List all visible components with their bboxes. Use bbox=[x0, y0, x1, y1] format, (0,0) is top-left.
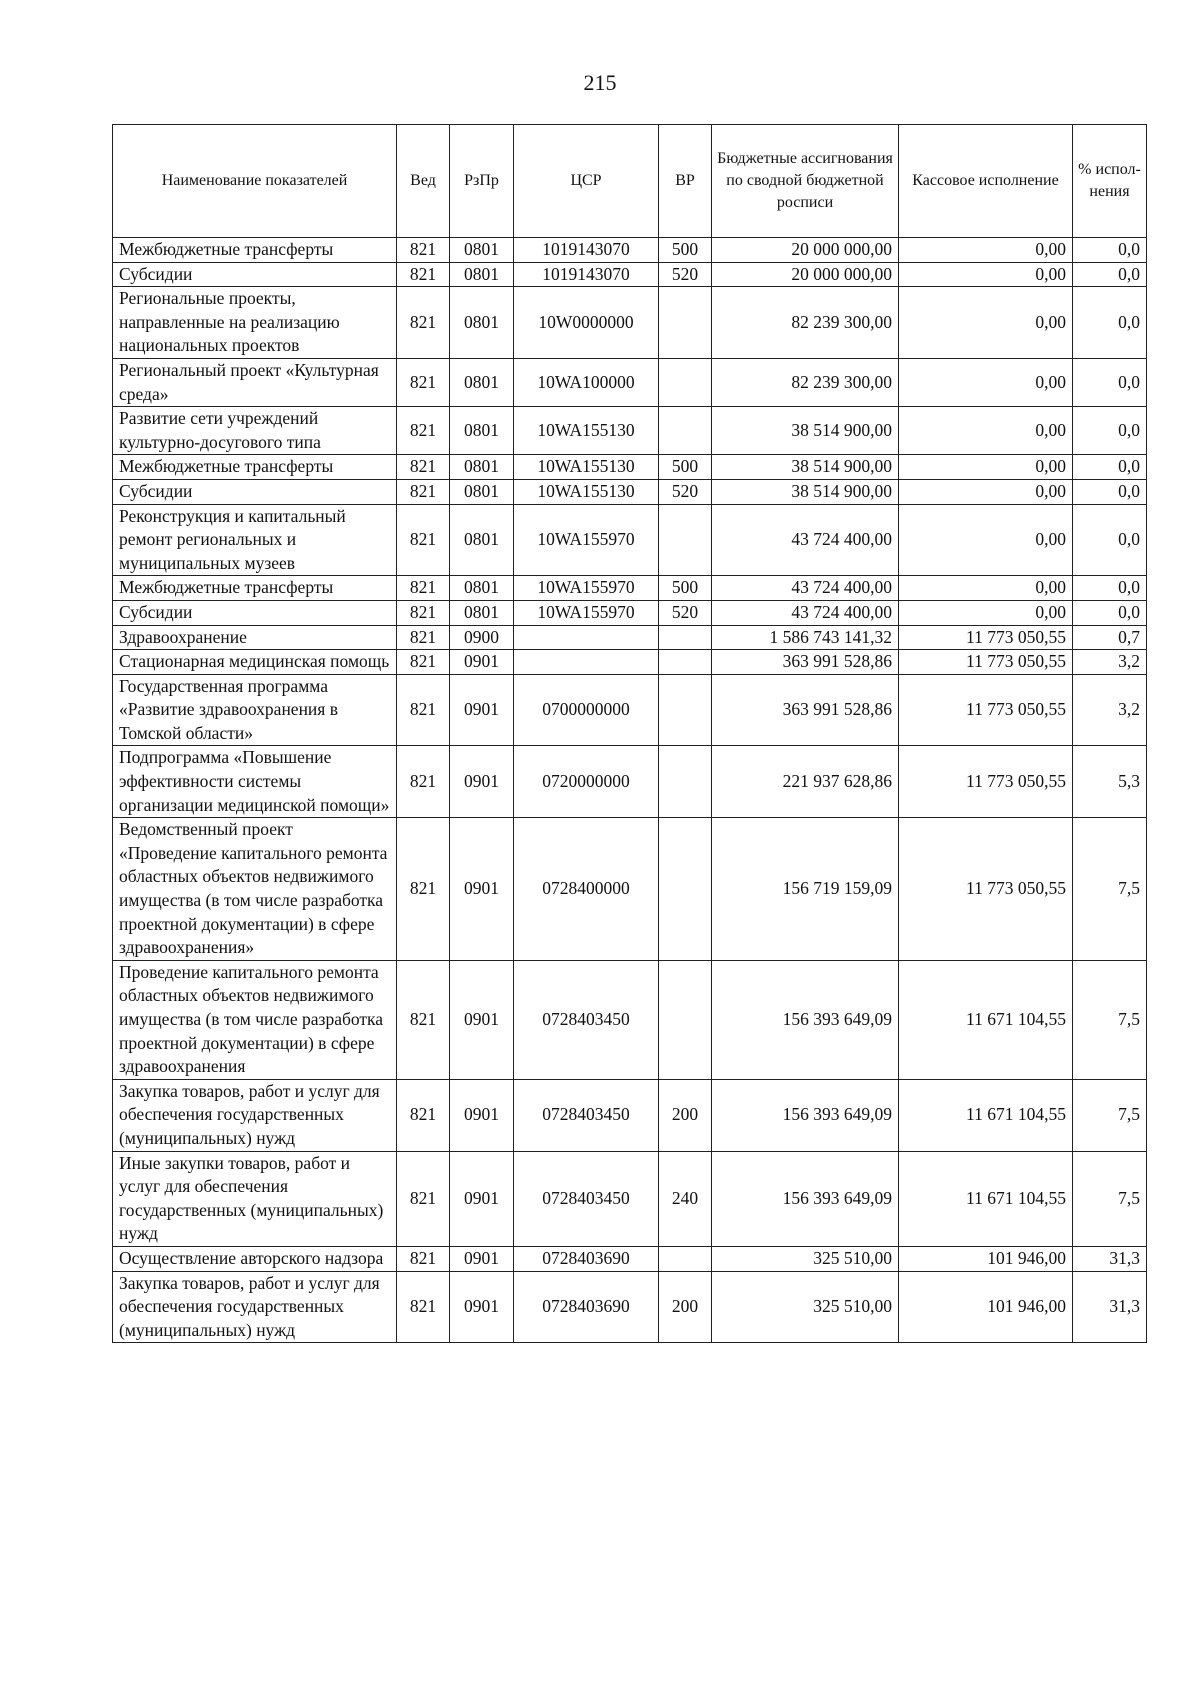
cell-name: Региональные проекты, направленные на реализацию национальных проектов bbox=[113, 287, 397, 359]
cell-csr bbox=[514, 650, 659, 675]
cell-plan: 325 510,00 bbox=[712, 1271, 899, 1343]
cell-ved: 821 bbox=[397, 674, 450, 746]
cell-ved: 821 bbox=[397, 455, 450, 480]
cell-pct: 0,0 bbox=[1073, 407, 1147, 455]
header-pct: % испол-нения bbox=[1073, 125, 1147, 238]
cell-ved: 821 bbox=[397, 746, 450, 818]
table-row bbox=[113, 1271, 1147, 1343]
cell-rzpr: 0901 bbox=[450, 1151, 514, 1246]
cell-plan: 325 510,00 bbox=[712, 1246, 899, 1271]
cell-plan: 221 937 628,86 bbox=[712, 746, 899, 818]
cell-csr: 0728403690 bbox=[514, 1271, 659, 1343]
cell-exec: 0,00 bbox=[899, 479, 1073, 504]
cell-csr: 0728403450 bbox=[514, 960, 659, 1079]
cell-rzpr: 0801 bbox=[450, 576, 514, 601]
page-number: 215 bbox=[583, 70, 617, 95]
cell-pct: 0,7 bbox=[1073, 625, 1147, 650]
cell-name: Закупка товаров, работ и услуг для обеспечения государственных (муниципальных) нужд bbox=[113, 1271, 397, 1343]
cell-csr: 1019143070 bbox=[514, 262, 659, 287]
cell-name: Государственная программа «Развитие здравоохранения в Томской области» bbox=[113, 674, 397, 746]
cell-ved: 821 bbox=[397, 287, 450, 359]
cell-pct: 0,0 bbox=[1073, 358, 1147, 406]
table-row bbox=[113, 600, 1147, 625]
table-row bbox=[113, 960, 1147, 1079]
cell-name: Субсидии bbox=[113, 479, 397, 504]
cell-csr: 10WA100000 bbox=[514, 358, 659, 406]
cell-name: Межбюджетные трансферты bbox=[113, 576, 397, 601]
table-row bbox=[113, 818, 1147, 961]
cell-vr bbox=[659, 674, 712, 746]
cell-vr bbox=[659, 504, 712, 576]
table-row bbox=[113, 576, 1147, 601]
cell-ved: 821 bbox=[397, 650, 450, 675]
cell-exec: 0,00 bbox=[899, 287, 1073, 359]
cell-plan: 38 514 900,00 bbox=[712, 479, 899, 504]
cell-plan: 43 724 400,00 bbox=[712, 504, 899, 576]
cell-ved: 821 bbox=[397, 238, 450, 263]
table-row bbox=[113, 407, 1147, 455]
cell-ved: 821 bbox=[397, 1271, 450, 1343]
cell-plan: 156 393 649,09 bbox=[712, 1151, 899, 1246]
table-row bbox=[113, 504, 1147, 576]
cell-rzpr: 0801 bbox=[450, 287, 514, 359]
cell-exec: 101 946,00 bbox=[899, 1246, 1073, 1271]
cell-vr bbox=[659, 746, 712, 818]
cell-csr: 10WA155130 bbox=[514, 455, 659, 480]
cell-pct: 31,3 bbox=[1073, 1271, 1147, 1343]
cell-pct: 0,0 bbox=[1073, 504, 1147, 576]
cell-pct: 0,0 bbox=[1073, 287, 1147, 359]
cell-rzpr: 0801 bbox=[450, 504, 514, 576]
cell-ved: 821 bbox=[397, 479, 450, 504]
cell-rzpr: 0901 bbox=[450, 674, 514, 746]
table-body bbox=[113, 238, 1147, 1343]
cell-plan: 43 724 400,00 bbox=[712, 576, 899, 601]
cell-plan: 20 000 000,00 bbox=[712, 262, 899, 287]
cell-plan: 38 514 900,00 bbox=[712, 407, 899, 455]
cell-pct: 3,2 bbox=[1073, 674, 1147, 746]
table-row bbox=[113, 650, 1147, 675]
cell-rzpr: 0801 bbox=[450, 479, 514, 504]
cell-name: Иные закупки товаров, работ и услуг для обеспечения государственных (муниципальных) нужд bbox=[113, 1151, 397, 1246]
cell-vr: 200 bbox=[659, 1271, 712, 1343]
cell-rzpr: 0801 bbox=[450, 262, 514, 287]
cell-exec: 0,00 bbox=[899, 576, 1073, 601]
cell-name: Стационарная медицинская помощь bbox=[113, 650, 397, 675]
table-row bbox=[113, 238, 1147, 263]
cell-name: Ведомственный проект «Проведение капитального ремонта областных объектов недвижимого имущества (в том числе разработка проектной документации) в сфере здравоохранения» bbox=[113, 818, 397, 961]
cell-csr: 0728403690 bbox=[514, 1246, 659, 1271]
budget-table bbox=[112, 124, 1147, 1343]
cell-vr bbox=[659, 960, 712, 1079]
table-row bbox=[113, 1246, 1147, 1271]
cell-ved: 821 bbox=[397, 1079, 450, 1151]
cell-rzpr: 0900 bbox=[450, 625, 514, 650]
cell-vr bbox=[659, 358, 712, 406]
cell-vr bbox=[659, 287, 712, 359]
cell-exec: 0,00 bbox=[899, 455, 1073, 480]
header-exec: Кассовое исполнение bbox=[899, 125, 1073, 238]
cell-vr bbox=[659, 407, 712, 455]
cell-exec: 0,00 bbox=[899, 504, 1073, 576]
cell-pct: 0,0 bbox=[1073, 238, 1147, 263]
cell-pct: 0,0 bbox=[1073, 455, 1147, 480]
cell-vr: 200 bbox=[659, 1079, 712, 1151]
cell-ved: 821 bbox=[397, 1246, 450, 1271]
header-rzpr: РзПр bbox=[450, 125, 514, 238]
cell-csr: 0728403450 bbox=[514, 1079, 659, 1151]
cell-vr: 520 bbox=[659, 262, 712, 287]
cell-plan: 20 000 000,00 bbox=[712, 238, 899, 263]
cell-rzpr: 0801 bbox=[450, 358, 514, 406]
table-row bbox=[113, 479, 1147, 504]
cell-vr: 500 bbox=[659, 576, 712, 601]
cell-pct: 0,0 bbox=[1073, 479, 1147, 504]
cell-csr bbox=[514, 625, 659, 650]
header-name: Наименование показателей bbox=[113, 125, 397, 238]
cell-exec: 11 773 050,55 bbox=[899, 746, 1073, 818]
cell-exec: 0,00 bbox=[899, 358, 1073, 406]
cell-name: Субсидии bbox=[113, 600, 397, 625]
cell-csr: 10WA155130 bbox=[514, 407, 659, 455]
cell-pct: 7,5 bbox=[1073, 1079, 1147, 1151]
cell-rzpr: 0901 bbox=[450, 1271, 514, 1343]
cell-name: Подпрограмма «Повышение эффективности системы организации медицинской помощи» bbox=[113, 746, 397, 818]
cell-name: Реконструкция и капитальный ремонт региональных и муниципальных музеев bbox=[113, 504, 397, 576]
cell-pct: 0,0 bbox=[1073, 576, 1147, 601]
cell-rzpr: 0801 bbox=[450, 455, 514, 480]
cell-name: Межбюджетные трансферты bbox=[113, 238, 397, 263]
cell-rzpr: 0901 bbox=[450, 746, 514, 818]
cell-exec: 11 773 050,55 bbox=[899, 674, 1073, 746]
cell-name: Здравоохранение bbox=[113, 625, 397, 650]
table-header-row bbox=[113, 125, 1147, 238]
cell-name: Субсидии bbox=[113, 262, 397, 287]
cell-pct: 0,0 bbox=[1073, 600, 1147, 625]
cell-exec: 101 946,00 bbox=[899, 1271, 1073, 1343]
cell-ved: 821 bbox=[397, 576, 450, 601]
table-row bbox=[113, 1151, 1147, 1246]
header-csr: ЦСР bbox=[514, 125, 659, 238]
cell-rzpr: 0801 bbox=[450, 407, 514, 455]
cell-csr: 10WA155970 bbox=[514, 504, 659, 576]
cell-name: Межбюджетные трансферты bbox=[113, 455, 397, 480]
cell-ved: 821 bbox=[397, 262, 450, 287]
cell-csr: 0700000000 bbox=[514, 674, 659, 746]
cell-name: Закупка товаров, работ и услуг для обеспечения государственных (муниципальных) нужд bbox=[113, 1079, 397, 1151]
cell-pct: 7,5 bbox=[1073, 960, 1147, 1079]
cell-ved: 821 bbox=[397, 504, 450, 576]
cell-rzpr: 0901 bbox=[450, 960, 514, 1079]
cell-rzpr: 0801 bbox=[450, 600, 514, 625]
cell-csr: 0728400000 bbox=[514, 818, 659, 961]
cell-exec: 11 671 104,55 bbox=[899, 1151, 1073, 1246]
cell-ved: 821 bbox=[397, 407, 450, 455]
cell-csr: 10WA155970 bbox=[514, 576, 659, 601]
cell-vr: 520 bbox=[659, 479, 712, 504]
cell-exec: 11 671 104,55 bbox=[899, 960, 1073, 1079]
cell-csr: 0720000000 bbox=[514, 746, 659, 818]
header-vr: ВР bbox=[659, 125, 712, 238]
cell-rzpr: 0901 bbox=[450, 1079, 514, 1151]
cell-ved: 821 bbox=[397, 818, 450, 961]
cell-exec: 11 773 050,55 bbox=[899, 818, 1073, 961]
table-row bbox=[113, 625, 1147, 650]
cell-rzpr: 0901 bbox=[450, 650, 514, 675]
cell-rzpr: 0901 bbox=[450, 1246, 514, 1271]
cell-csr: 10W0000000 bbox=[514, 287, 659, 359]
cell-pct: 0,0 bbox=[1073, 262, 1147, 287]
cell-exec: 11 773 050,55 bbox=[899, 625, 1073, 650]
header-ved: Вед bbox=[397, 125, 450, 238]
table-row bbox=[113, 674, 1147, 746]
cell-plan: 82 239 300,00 bbox=[712, 358, 899, 406]
cell-ved: 821 bbox=[397, 600, 450, 625]
cell-csr: 0728403450 bbox=[514, 1151, 659, 1246]
cell-vr: 240 bbox=[659, 1151, 712, 1246]
cell-exec: 0,00 bbox=[899, 600, 1073, 625]
cell-vr bbox=[659, 625, 712, 650]
cell-csr: 10WA155970 bbox=[514, 600, 659, 625]
cell-csr: 1019143070 bbox=[514, 238, 659, 263]
cell-exec: 0,00 bbox=[899, 407, 1073, 455]
cell-name: Развитие сети учреждений культурно-досугового типа bbox=[113, 407, 397, 455]
cell-ved: 821 bbox=[397, 960, 450, 1079]
header-plan: Бюджетные ассигнования по сводной бюджетной росписи bbox=[712, 125, 899, 238]
cell-ved: 821 bbox=[397, 1151, 450, 1246]
cell-pct: 7,5 bbox=[1073, 818, 1147, 961]
cell-plan: 1 586 743 141,32 bbox=[712, 625, 899, 650]
cell-vr: 500 bbox=[659, 238, 712, 263]
cell-ved: 821 bbox=[397, 625, 450, 650]
cell-pct: 31,3 bbox=[1073, 1246, 1147, 1271]
cell-plan: 156 393 649,09 bbox=[712, 960, 899, 1079]
table-row bbox=[113, 1079, 1147, 1151]
cell-vr bbox=[659, 818, 712, 961]
cell-plan: 363 991 528,86 bbox=[712, 650, 899, 675]
cell-vr bbox=[659, 650, 712, 675]
cell-vr: 500 bbox=[659, 455, 712, 480]
cell-plan: 43 724 400,00 bbox=[712, 600, 899, 625]
cell-exec: 11 773 050,55 bbox=[899, 650, 1073, 675]
table-row bbox=[113, 358, 1147, 406]
cell-exec: 0,00 bbox=[899, 238, 1073, 263]
cell-plan: 363 991 528,86 bbox=[712, 674, 899, 746]
table-row bbox=[113, 455, 1147, 480]
cell-rzpr: 0901 bbox=[450, 818, 514, 961]
cell-exec: 0,00 bbox=[899, 262, 1073, 287]
cell-name: Проведение капитального ремонта областных объектов недвижимого имущества (в том числе разработка проектной документации) в сфере здравоохранения bbox=[113, 960, 397, 1079]
cell-plan: 38 514 900,00 bbox=[712, 455, 899, 480]
cell-vr bbox=[659, 1246, 712, 1271]
cell-exec: 11 671 104,55 bbox=[899, 1079, 1073, 1151]
table-row bbox=[113, 287, 1147, 359]
cell-pct: 7,5 bbox=[1073, 1151, 1147, 1246]
cell-name: Региональный проект «Культурная среда» bbox=[113, 358, 397, 406]
cell-plan: 156 719 159,09 bbox=[712, 818, 899, 961]
table-row bbox=[113, 262, 1147, 287]
cell-pct: 5,3 bbox=[1073, 746, 1147, 818]
cell-vr: 520 bbox=[659, 600, 712, 625]
cell-plan: 156 393 649,09 bbox=[712, 1079, 899, 1151]
table-row bbox=[113, 746, 1147, 818]
cell-plan: 82 239 300,00 bbox=[712, 287, 899, 359]
cell-name: Осуществление авторского надзора bbox=[113, 1246, 397, 1271]
cell-csr: 10WA155130 bbox=[514, 479, 659, 504]
cell-pct: 3,2 bbox=[1073, 650, 1147, 675]
cell-rzpr: 0801 bbox=[450, 238, 514, 263]
cell-ved: 821 bbox=[397, 358, 450, 406]
